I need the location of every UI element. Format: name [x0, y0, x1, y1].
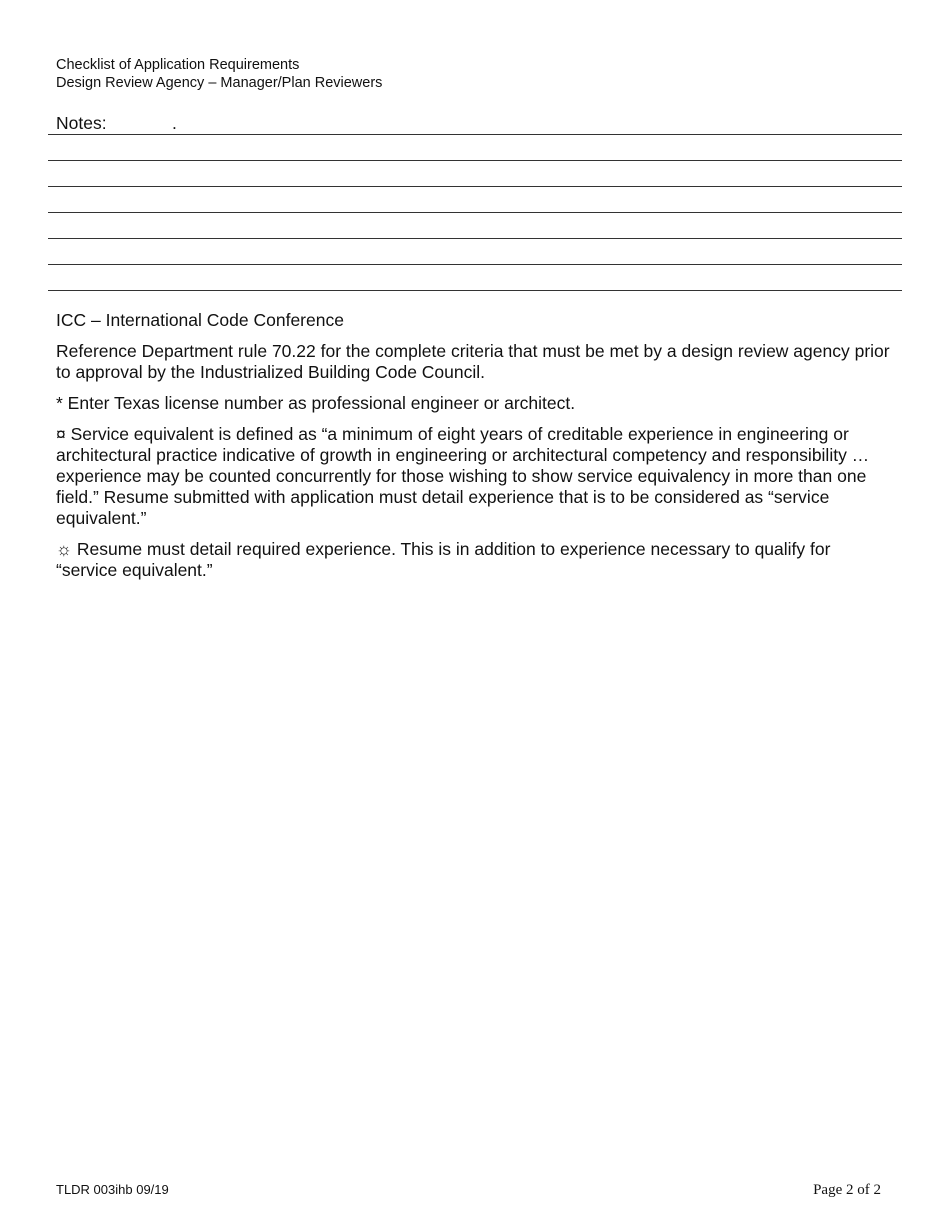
notes-line-5[interactable]: [48, 213, 902, 239]
header-title: Checklist of Application Requirements: [56, 57, 300, 73]
notes-line-2[interactable]: [48, 135, 902, 161]
notes-line-4[interactable]: [48, 187, 902, 213]
document-header: [56, 56, 382, 92]
footnotes-section: [56, 310, 896, 591]
notes-label: Notes:: [56, 113, 107, 133]
resume-footnote: ☼ Resume must detail required experience. This is in addition to experience necessary to qualify for “service equivalent.”: [56, 539, 831, 580]
icc-definition: ICC – International Code Conference: [56, 310, 344, 330]
header-subtitle: Design Review Agency – Manager/Plan Reviewers: [56, 75, 383, 91]
form-id: TLDR 003ihb 09/19: [56, 1182, 169, 1197]
service-equivalent-footnote: ¤ Service equivalent is defined as “a minimum of eight years of creditable experience in engineering or architectural practice indicative of growth in engineering or architectural competency and responsibility … experience may be counted concurrently for those wishing to show service equivalency in more than one field.” Resume submitted with application must detail experience that is to be considered as “service equivalent.”: [56, 424, 870, 528]
reference-paragraph: Reference Department rule 70.22 for the complete criteria that must be met by a design review agency prior to approval by the Industrialized Building Code Council.: [56, 341, 890, 382]
page-number: Page 2 of 2: [813, 1182, 881, 1198]
notes-line-6[interactable]: [48, 239, 902, 265]
notes-value: .: [172, 113, 177, 133]
notes-line-7[interactable]: [48, 265, 902, 291]
license-footnote: * Enter Texas license number as professional engineer or architect.: [56, 393, 576, 413]
notes-line-1[interactable]: [48, 110, 902, 135]
notes-section: [48, 110, 902, 291]
notes-line-3[interactable]: [48, 161, 902, 187]
